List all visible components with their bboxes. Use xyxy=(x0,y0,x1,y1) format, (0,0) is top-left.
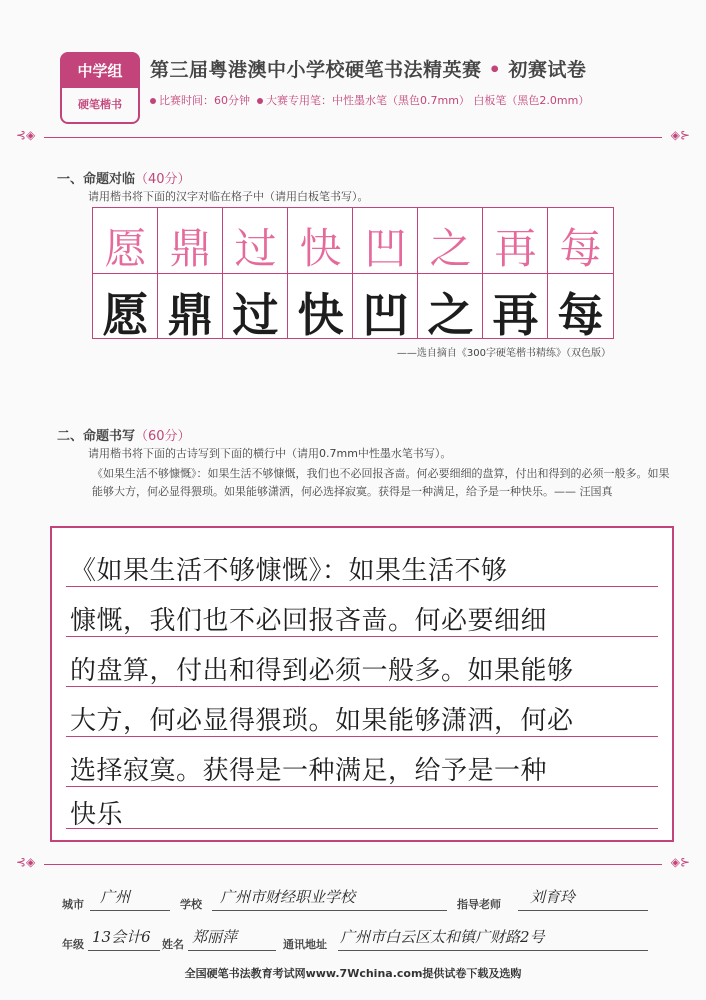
scroll-ornament-right-icon: ◈⊱ xyxy=(670,128,690,142)
header-divider xyxy=(44,137,662,138)
grade-label: 年级 xyxy=(62,938,84,951)
name-underline xyxy=(188,950,276,951)
written-char: 过 xyxy=(232,288,279,342)
handwritten-line: 《如果生活不够慷慨》：如果生活不够 xyxy=(70,556,508,586)
handwritten-line: 大方，何必显得猥琐。如果能够潇洒，何必 xyxy=(70,706,574,736)
source-citation: ——选自摘自《300字硬笔楷书精练》（双色版） xyxy=(396,348,611,359)
address-underline xyxy=(338,950,648,951)
name-field[interactable]: 郑丽萍 xyxy=(192,928,238,946)
address-field[interactable]: 广州市白云区太和镇广财路2号 xyxy=(340,928,545,946)
bullet-icon xyxy=(257,98,263,104)
written-char: 每 xyxy=(557,288,604,342)
handwritten-line: 选择寂寞。获得是一种满足，给予是一种 xyxy=(70,756,548,786)
writing-box xyxy=(50,526,674,842)
teacher-label: 指导老师 xyxy=(457,898,501,911)
badge-style-label: 硬笔楷书 xyxy=(78,98,122,111)
badge-group-label: 中学组 xyxy=(62,54,138,88)
model-char: 之 xyxy=(429,224,472,273)
written-char: 快 xyxy=(297,288,344,342)
page-title xyxy=(150,55,586,82)
school-field[interactable]: 广州市财经职业学校 xyxy=(220,888,356,906)
grade-field[interactable]: 13会计6 xyxy=(92,928,151,946)
address-label: 通讯地址 xyxy=(283,938,327,951)
section2-title: 二、命题书写 xyxy=(57,429,136,444)
writing-line xyxy=(66,828,658,829)
exam-pens: 大赛专用笔：中性墨水笔（黑色0.7mm） 白板笔（黑色2.0mm） xyxy=(266,94,590,107)
model-char: 愿 xyxy=(104,224,147,273)
school-underline xyxy=(212,910,447,911)
city-field[interactable]: 广州 xyxy=(100,888,131,906)
written-char: 之 xyxy=(427,288,474,342)
section1-heading xyxy=(57,168,191,187)
model-char: 过 xyxy=(234,224,277,273)
section2-points: （60分） xyxy=(135,429,191,444)
footer-note: 全国硬笔书法教育考试网www.7Wchina.com提供试卷下载及选购 xyxy=(184,967,522,980)
exam-time: 比赛时间：60分钟 xyxy=(159,94,250,107)
model-char: 凹 xyxy=(364,224,407,273)
written-char: 再 xyxy=(492,288,539,342)
model-char: 再 xyxy=(494,224,537,273)
handwritten-line: 快乐 xyxy=(70,800,124,830)
model-char: 快 xyxy=(299,224,342,273)
teacher-underline xyxy=(518,910,648,911)
name-label: 姓名 xyxy=(162,938,184,951)
scroll-ornament-left-icon: ⊰◈ xyxy=(16,128,36,142)
title-separator: • xyxy=(488,59,502,81)
title-suffix: 初赛试卷 xyxy=(508,59,587,81)
city-label: 城市 xyxy=(62,898,84,911)
handwritten-line: 的盘算，付出和得到必须一般多。如果能够 xyxy=(70,656,574,686)
footer-divider xyxy=(44,864,662,865)
written-char: 愿 xyxy=(102,288,149,342)
grade-underline xyxy=(88,950,160,951)
handwritten-line: 慷慨，我们也不必回报吝啬。何必要细细 xyxy=(70,606,548,636)
written-char: 鼎 xyxy=(167,288,214,342)
copy-grid xyxy=(92,207,614,342)
bullet-icon xyxy=(150,98,156,104)
teacher-field[interactable]: 刘育玲 xyxy=(530,888,576,906)
title-main: 第三届粤港澳中小学校硬笔书法精英赛 xyxy=(150,59,482,81)
exam-info-line xyxy=(150,92,589,108)
written-char: 凹 xyxy=(362,288,409,342)
poem-text: 《如果生活不够慷慨》：如果生活不够慷慨，我们也不必回报吝啬。何必要细细的盘算，付出和得到的必须一般多。如果能够大方，何必显得猥琐。如果能够潇洒，何必选择寂寞。获得是一种满足，给予是一种快乐。—— 汪国真 xyxy=(92,467,670,498)
scroll-ornament-right-icon: ◈⊱ xyxy=(670,855,690,869)
section1-instruction: 请用楷书将下面的汉字对临在格子中（请用白板笔书写）。 xyxy=(88,190,369,203)
model-char: 鼎 xyxy=(169,224,212,273)
section1-points: （40分） xyxy=(135,172,191,187)
section2-instruction: 请用楷书将下面的古诗写到下面的横行中（请用0.7mm中性墨水笔书写）。 xyxy=(88,447,452,460)
school-label: 学校 xyxy=(180,898,202,911)
section1-title: 一、命题对临 xyxy=(57,172,136,187)
group-badge xyxy=(60,52,140,124)
city-underline xyxy=(90,910,170,911)
section2-heading xyxy=(57,425,191,444)
model-char: 每 xyxy=(559,224,602,273)
scroll-ornament-left-icon: ⊰◈ xyxy=(16,855,36,869)
